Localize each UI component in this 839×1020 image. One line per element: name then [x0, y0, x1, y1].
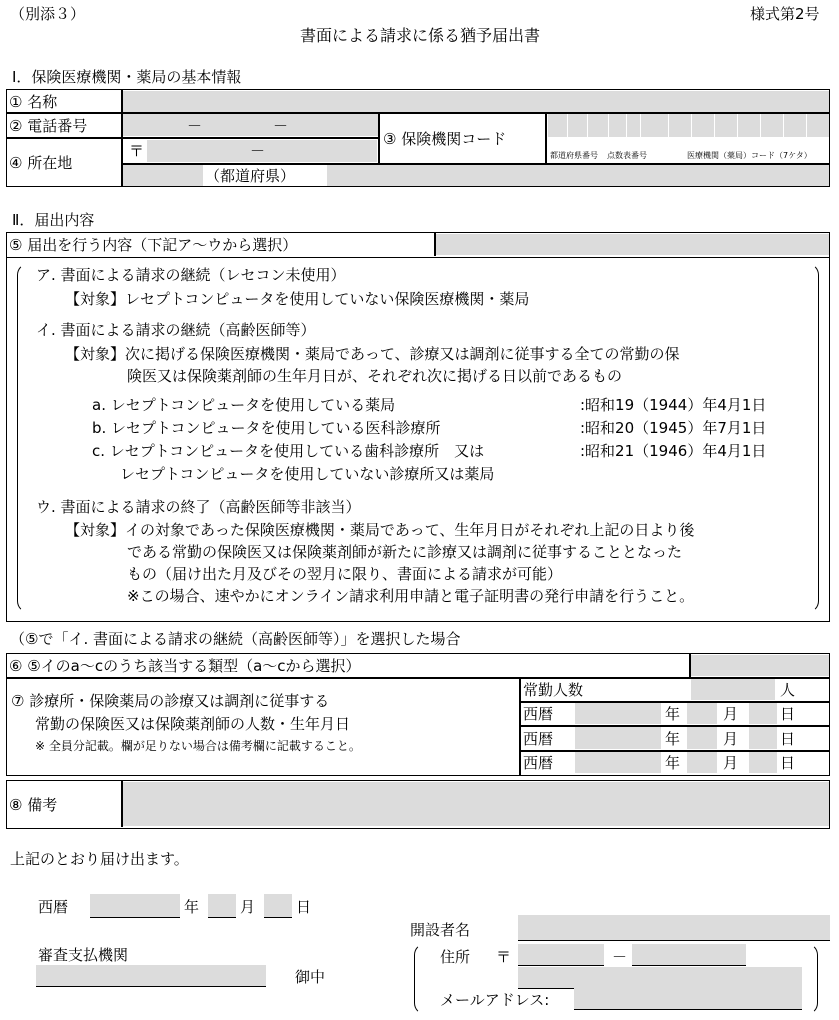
- q7-label-line2: 常勤の保険医又は保険薬剤師の人数・生年月日: [35, 715, 351, 733]
- dob-year-label: 年: [665, 705, 681, 723]
- basic-info-table: [6, 89, 830, 187]
- option-i-title: イ. 書面による請求の継続（高齢医師等）: [36, 321, 316, 339]
- option-a-title: ア. 書面による請求の継続（レセコン未使用）: [36, 266, 346, 284]
- postal-separator: －: [250, 142, 266, 160]
- remarks-field[interactable]: [123, 782, 829, 826]
- dob-year-field[interactable]: [575, 703, 661, 724]
- applicant-postal-mark: 〒: [496, 948, 512, 966]
- staff-count-label: 常勤人数: [523, 681, 584, 699]
- dob-day-label: 日: [780, 754, 796, 772]
- applicant-address-field[interactable]: [518, 967, 802, 989]
- dob-month-field[interactable]: [687, 703, 717, 724]
- remarks-label: ⑧ 備考: [9, 795, 58, 814]
- prefecture-label: （都道府県）: [205, 167, 296, 185]
- dob-era-label: 西暦: [523, 729, 554, 748]
- name-label: ① 名称: [9, 92, 58, 111]
- date-day-label: 日: [296, 898, 312, 916]
- option-u-target-line1: 【対象】イの対象であった保険医療機関・薬局であって、生年月日がそれぞれ上記の日より後: [65, 521, 695, 539]
- founder-label: 開設者名: [410, 921, 471, 939]
- option-i-item-c-line2: レセプトコンピュータを使用していない診療所又は薬局: [120, 465, 495, 483]
- q6-q7-table: [6, 653, 830, 776]
- dob-month-field[interactable]: [687, 752, 717, 773]
- q5-label: ⑤ 届出を行う内容（下記ア～ウから選択）: [9, 236, 298, 254]
- dob-month-label: 月: [723, 729, 739, 748]
- dob-day-field[interactable]: [749, 727, 777, 749]
- applicant-postal-field-1[interactable]: [518, 944, 604, 966]
- email-field[interactable]: [574, 988, 802, 1010]
- applicant-postal-separator: －: [612, 948, 628, 966]
- insurer-code-label: ③ 保険機関コード: [383, 129, 507, 148]
- q7-note: ※ 全員分記載。欄が足りない場合は備考欄に記載すること。: [35, 739, 361, 753]
- dob-day-field[interactable]: [749, 703, 777, 724]
- dob-day-label: 日: [780, 729, 796, 748]
- phone-field[interactable]: [123, 114, 378, 136]
- dob-era-label: 西暦: [523, 705, 554, 723]
- applicant-postal-field-2[interactable]: [632, 944, 746, 966]
- dob-month-label: 月: [723, 705, 739, 723]
- option-u-note: ※この場合、速やかにオンライン請求利用申請と電子証明書の発行申請を行うこと。: [127, 587, 695, 605]
- postal-mark: 〒: [129, 142, 145, 160]
- q5-row: [6, 232, 830, 258]
- document-title: 書面による請求に係る猶予届出書: [300, 26, 541, 45]
- dob-day-field[interactable]: [749, 752, 777, 773]
- form-number: 様式第2号: [750, 5, 820, 23]
- dob-month-field[interactable]: [687, 727, 717, 749]
- applicant-address-label: 住所: [440, 948, 471, 966]
- remarks-row: [6, 780, 830, 829]
- name-field[interactable]: [123, 91, 829, 112]
- date-month-label: 月: [240, 898, 256, 916]
- onchu-label: 御中: [295, 968, 326, 986]
- option-i-target-line2: 険医又は保険薬剤師の生年月日が、それぞれ次に掲げる日以前であるもの: [127, 367, 623, 385]
- option-a-target: 【対象】レセプトコンピュータを使用していない保険医療機関・薬局: [65, 290, 530, 308]
- q5-selection-field[interactable]: [436, 234, 829, 255]
- q6-selection-field[interactable]: [691, 655, 829, 676]
- reviewer-name-field[interactable]: [36, 965, 266, 987]
- phone-separator: －: [273, 117, 289, 135]
- q7-label-line1: ⑦ 診療所・保険薬局の診療又は調剤に従事する: [11, 692, 330, 710]
- score-table-number-caption: 点数表番号: [607, 151, 647, 160]
- date-month-field[interactable]: [208, 894, 236, 918]
- dob-era-label: 西暦: [523, 754, 554, 772]
- submission-statement: 上記のとおり届け出ます。: [10, 850, 189, 868]
- section2-heading: Ⅱ．届出内容: [12, 211, 95, 229]
- option-u-target-line2: である常勤の保険医又は保険薬剤師が新たに診療又は調剤に従事することとなった: [127, 543, 683, 561]
- option-i-item-date: :昭和20（1945）年7月1日: [580, 419, 767, 437]
- dob-year-label: 年: [665, 729, 681, 748]
- address-label: ④ 所在地: [9, 153, 73, 172]
- option-i-target-line1: 【対象】次に掲げる保険医療機関・薬局であって、診療又は調剤に従事する全ての常勤の保: [65, 345, 680, 363]
- phone-label: ② 電話番号: [9, 116, 88, 135]
- attachment-label: （別添３）: [10, 5, 86, 23]
- option-i-item-text: b. レセプトコンピュータを使用している医科診療所: [92, 419, 441, 437]
- email-label: メールアドレス:: [440, 991, 550, 1009]
- conditional-note: （⑤で「イ. 書面による請求の継続（高齢医師等）」を選択した場合: [10, 630, 461, 648]
- date-year-field[interactable]: [90, 894, 180, 918]
- option-u-title: ウ. 書面による請求の終了（高齢医師等非該当）: [36, 498, 361, 516]
- founder-name-field[interactable]: [518, 915, 830, 941]
- phone-separator: －: [187, 117, 203, 135]
- option-i-item-date: :昭和19（1944）年4月1日: [580, 396, 767, 414]
- dob-year-field[interactable]: [575, 727, 661, 749]
- option-u-target-line3: もの（届け出た月及びその翌月に限り、書面による請求が可能）: [127, 565, 563, 583]
- dob-year-field[interactable]: [575, 752, 661, 773]
- date-year-label: 年: [184, 898, 200, 916]
- section1-heading: Ⅰ．保険医療機関・薬局の基本情報: [12, 68, 242, 86]
- institution-code-caption: 医療機関（薬局）コード（7ケタ）: [687, 151, 812, 160]
- reviewer-label: 審査支払機関: [38, 946, 129, 964]
- date-day-field[interactable]: [264, 894, 292, 918]
- option-i-item-text: a. レセプトコンピュータを使用している薬局: [92, 396, 396, 414]
- date-era-label: 西暦: [38, 898, 69, 916]
- staff-count-field[interactable]: [691, 679, 775, 700]
- option-i-item-text: c. レセプトコンピュータを使用している歯科診療所 又は: [92, 442, 485, 460]
- option-i-item-date: :昭和21（1946）年4月1日: [580, 442, 767, 460]
- staff-unit: 人: [780, 681, 796, 699]
- q6-label: ⑥ ⑤イのa～cのうち該当する類型（a～cから選択）: [9, 657, 361, 675]
- dob-day-label: 日: [780, 705, 796, 723]
- prefecture-number-caption: 都道府県番号: [550, 151, 598, 160]
- dob-year-label: 年: [665, 754, 681, 772]
- dob-month-label: 月: [723, 754, 739, 772]
